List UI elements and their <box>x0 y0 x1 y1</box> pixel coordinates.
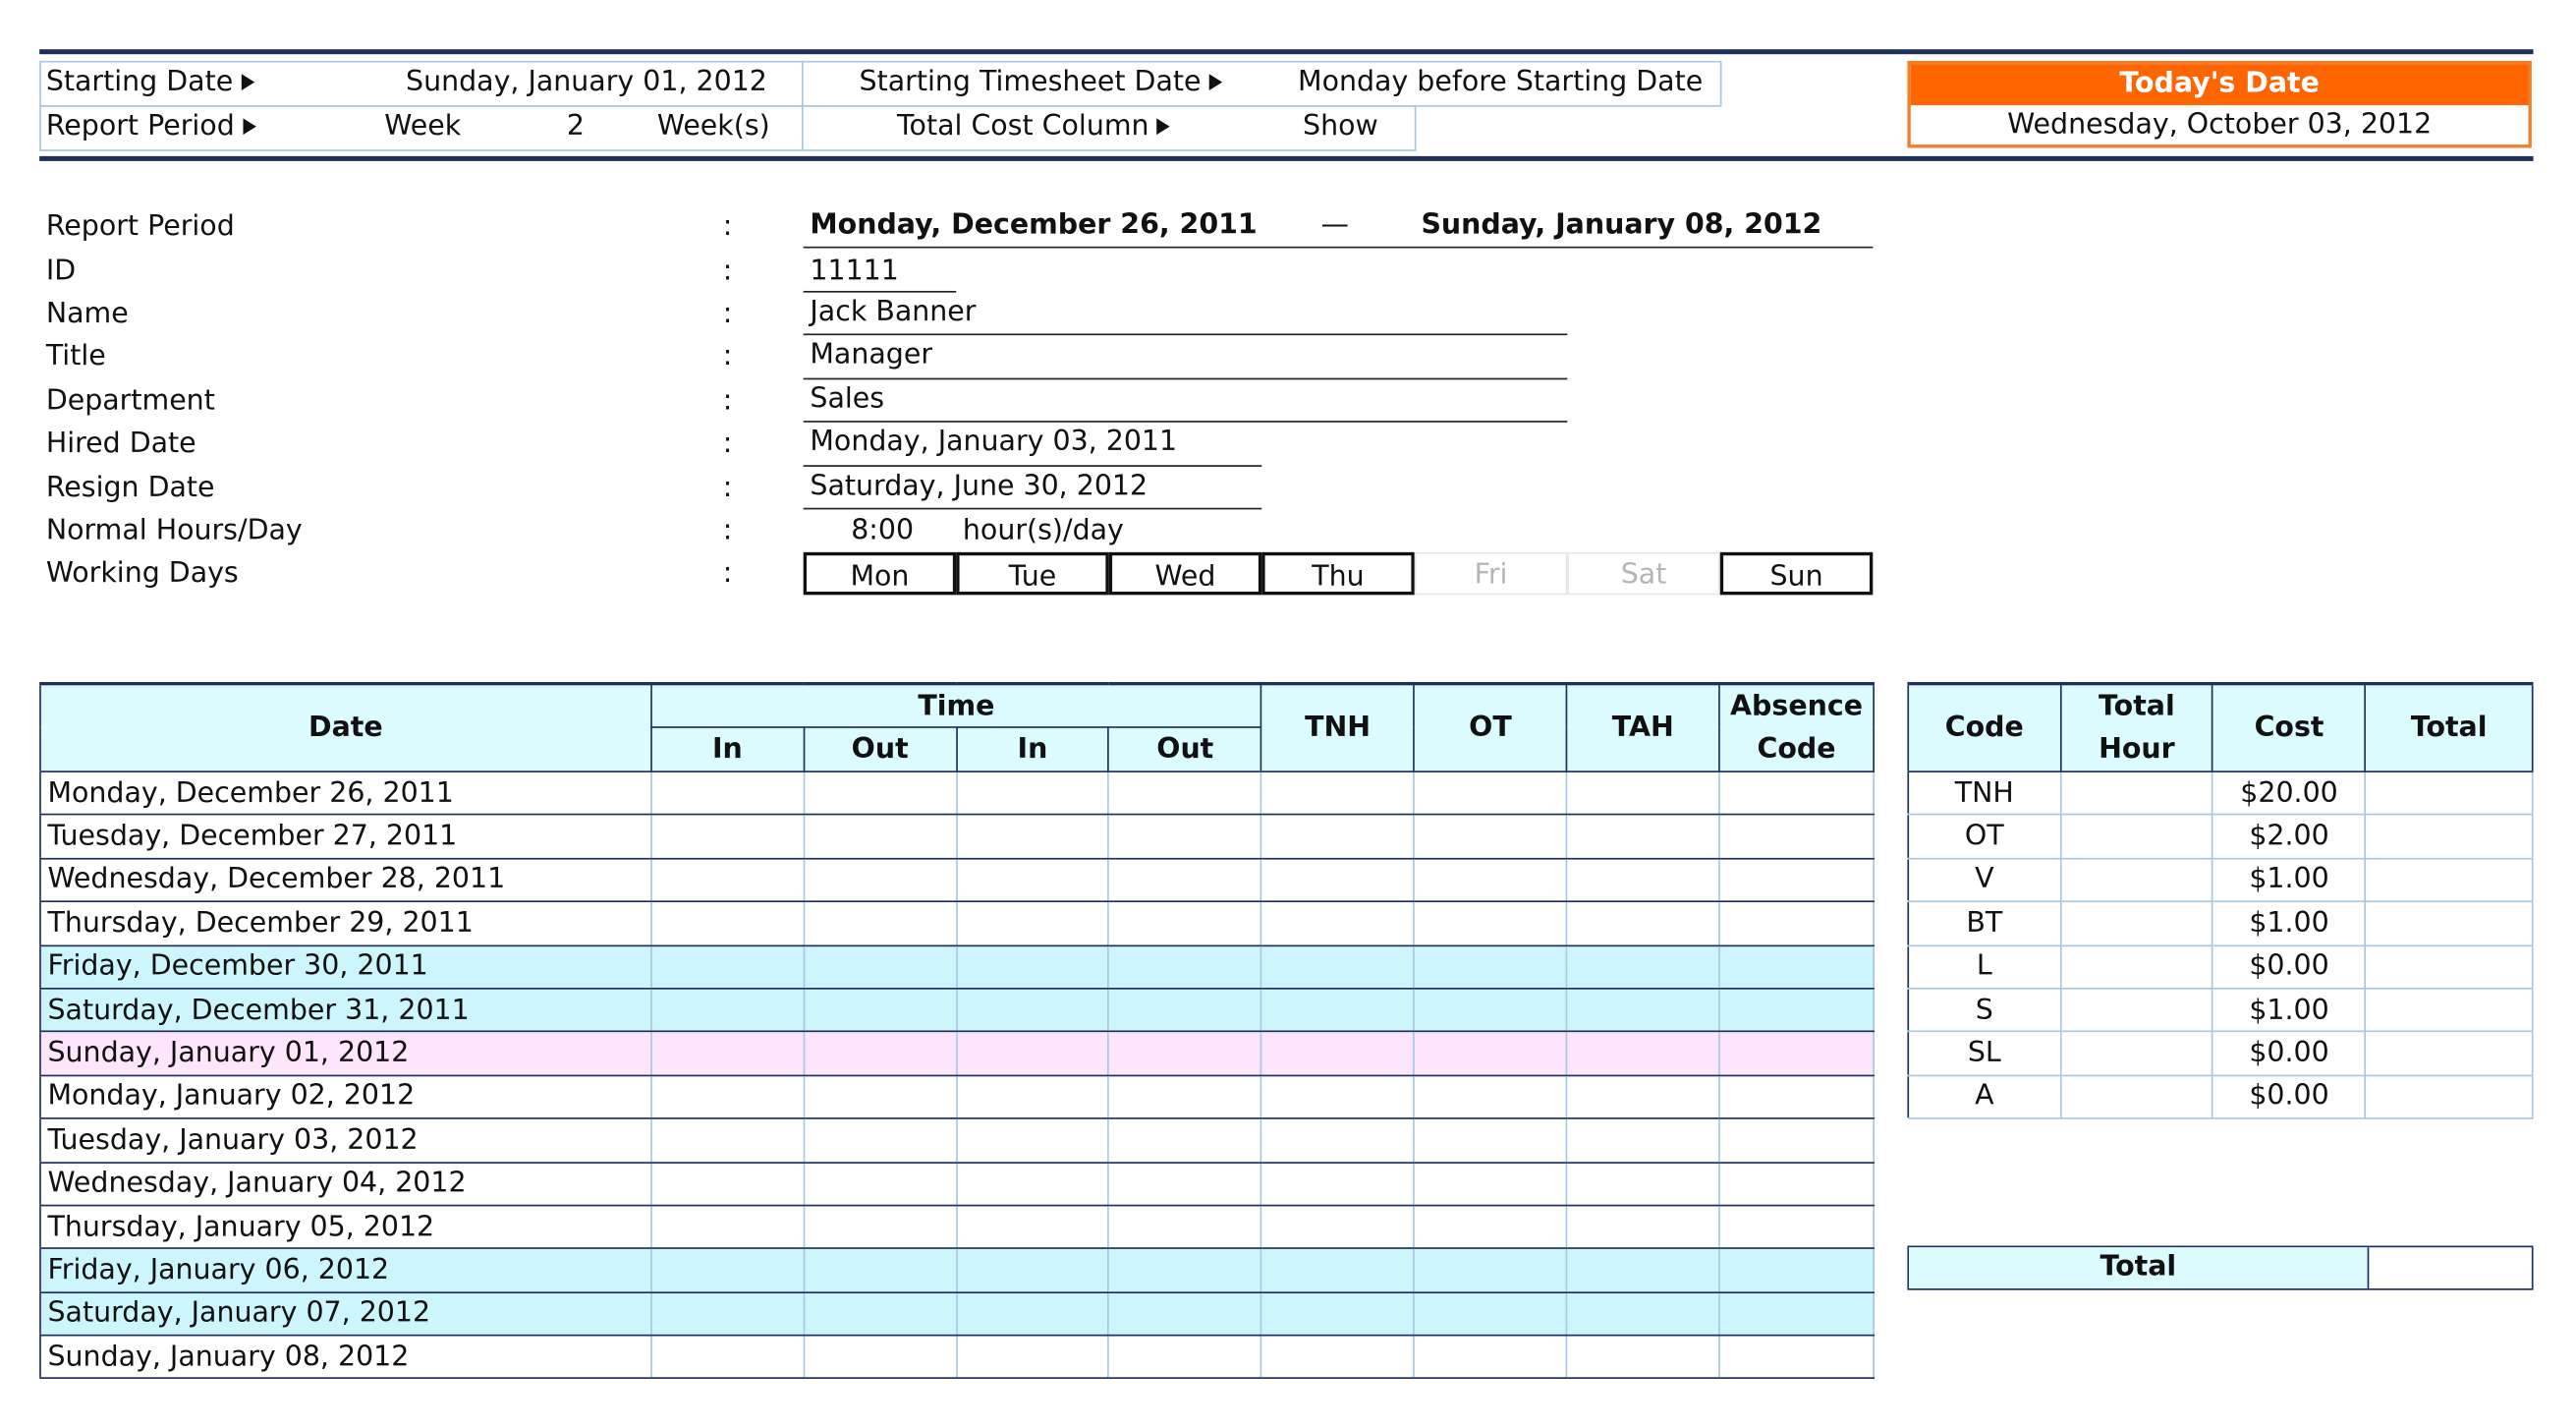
total-value[interactable] <box>2366 901 2533 944</box>
report-period-suffix: Week(s) <box>656 110 770 143</box>
cost-value[interactable]: $20.00 <box>2212 771 2365 815</box>
cell-out1[interactable] <box>804 1162 956 1205</box>
total-hour-header <box>2060 684 2212 771</box>
total-value[interactable] <box>2366 858 2533 901</box>
id-underline <box>804 291 957 293</box>
info-hired-label: Hired Date <box>45 427 196 461</box>
cell-absence-code[interactable] <box>1719 1292 1874 1336</box>
settings-divider <box>802 61 804 149</box>
cell-ot[interactable] <box>1414 1162 1566 1205</box>
col-date-header: Date <box>40 684 651 771</box>
name-value[interactable]: Jack Banner <box>810 295 977 329</box>
starting-timesheet-label: Starting Timesheet Date <box>860 66 1223 98</box>
cell-tah[interactable] <box>1567 1075 1719 1118</box>
starting-date-value[interactable]: Sunday, January 01, 2012 <box>406 65 767 99</box>
resign-underline <box>804 508 1262 510</box>
cell-tnh[interactable] <box>1261 945 1414 989</box>
cost-value[interactable]: $0.00 <box>2212 1075 2365 1118</box>
working-day-2[interactable]: Wed <box>1109 552 1262 595</box>
row-date: Tuesday, January 03, 2012 <box>40 1118 651 1162</box>
total-header: Total <box>2366 684 2533 771</box>
cell-out1[interactable] <box>804 1336 956 1379</box>
table-row <box>40 1292 1874 1336</box>
total-hour-value[interactable] <box>2060 1032 2212 1075</box>
todays-date-box <box>1907 61 2531 148</box>
cell-tah[interactable] <box>1567 1249 1719 1292</box>
cell-ot[interactable] <box>1414 858 1566 901</box>
cell-ot[interactable] <box>1414 945 1566 989</box>
todays-date-value: Wednesday, October 03, 2012 <box>2007 108 2433 142</box>
col-out2-header: Out <box>1109 727 1261 771</box>
cell-out1[interactable] <box>804 901 956 944</box>
cell-ot[interactable] <box>1414 1118 1566 1162</box>
code-header: Code <box>1908 684 2060 771</box>
cell-tah[interactable] <box>1567 771 1719 815</box>
starting-timesheet-value[interactable]: Monday before Starting Date <box>1298 65 1704 99</box>
timesheet-table <box>39 682 1875 1380</box>
total-value[interactable] <box>2366 815 2533 858</box>
period-underline <box>804 247 1874 249</box>
info-report-period-label: Report Period <box>45 210 235 244</box>
col-tnh-header: TNH <box>1261 684 1414 771</box>
cell-absence-code[interactable] <box>1719 815 1874 858</box>
col-in1-header: In <box>651 727 804 771</box>
total-cost-column-value[interactable]: Show <box>1303 110 1378 143</box>
total-hour-value[interactable] <box>2060 989 2212 1032</box>
cell-in1[interactable] <box>651 1075 804 1118</box>
report-period-setting-label: Report Period <box>46 110 256 143</box>
cell-tah[interactable] <box>1567 1336 1719 1379</box>
cell-out2[interactable] <box>1109 1292 1261 1336</box>
cell-tah[interactable] <box>1567 1162 1719 1205</box>
cost-header: Cost <box>2212 684 2365 771</box>
cell-tah[interactable] <box>1567 989 1719 1032</box>
cell-out1[interactable] <box>804 1118 956 1162</box>
cell-absence-code[interactable] <box>1719 989 1874 1032</box>
total-value[interactable] <box>2366 989 2533 1032</box>
total-hour-value[interactable] <box>2060 945 2212 989</box>
cell-absence-code[interactable] <box>1719 771 1874 815</box>
grand-total-value[interactable] <box>2369 1247 2532 1288</box>
working-day-1[interactable]: Tue <box>956 552 1109 595</box>
cell-out2[interactable] <box>1109 901 1261 944</box>
play-arrow-icon <box>1157 118 1170 135</box>
row-date: Sunday, January 08, 2012 <box>40 1336 651 1379</box>
col-absence-code-header <box>1719 684 1874 771</box>
cell-in2[interactable] <box>956 989 1108 1032</box>
code-row <box>1908 858 2532 901</box>
cell-out1[interactable] <box>804 815 956 858</box>
cell-absence-code[interactable] <box>1719 945 1874 989</box>
working-day-0[interactable]: Mon <box>804 552 957 595</box>
cost-value[interactable]: $0.00 <box>2212 1032 2365 1075</box>
cell-tah[interactable] <box>1567 815 1719 858</box>
cell-in2[interactable] <box>956 901 1108 944</box>
row-date: Wednesday, December 28, 2011 <box>40 858 651 901</box>
cell-in2[interactable] <box>956 1118 1108 1162</box>
total-hour-value[interactable] <box>2060 1075 2212 1118</box>
cell-in1[interactable] <box>651 1292 804 1336</box>
table-row <box>40 815 1874 858</box>
cell-in2[interactable] <box>956 858 1108 901</box>
code-value: TNH <box>1908 771 2060 815</box>
cell-out1[interactable] <box>804 1249 956 1292</box>
cell-tnh[interactable] <box>1261 1336 1414 1379</box>
code-row <box>1908 1032 2532 1075</box>
report-period-unit[interactable]: Week <box>384 110 462 143</box>
info-resign-label: Resign Date <box>45 471 215 505</box>
cell-in1[interactable] <box>651 1118 804 1162</box>
colon: : <box>722 297 733 331</box>
cell-tah[interactable] <box>1567 945 1719 989</box>
cell-in2[interactable] <box>956 945 1108 989</box>
play-arrow-icon <box>242 74 254 90</box>
cell-tnh[interactable] <box>1261 1162 1414 1205</box>
cell-in1[interactable] <box>651 858 804 901</box>
code-row <box>1908 901 2532 944</box>
working-day-4[interactable]: Fri <box>1415 552 1568 595</box>
cell-in2[interactable] <box>956 1032 1108 1075</box>
colon: : <box>722 427 733 461</box>
cell-out1[interactable] <box>804 1205 956 1248</box>
period-dash: — <box>1320 208 1349 242</box>
info-hours-label: Normal Hours/Day <box>45 514 303 547</box>
cell-absence-code[interactable] <box>1719 1118 1874 1162</box>
working-day-3[interactable]: Thu <box>1261 552 1415 595</box>
play-arrow-icon <box>243 118 255 135</box>
cell-out2[interactable] <box>1109 1336 1261 1379</box>
colon: : <box>722 556 733 591</box>
code-value: A <box>1908 1075 2060 1118</box>
report-period-count[interactable]: 2 <box>566 110 586 143</box>
cell-absence-code[interactable] <box>1719 1336 1874 1379</box>
code-value: OT <box>1908 815 2060 858</box>
id-value[interactable]: 11111 <box>810 255 899 288</box>
cell-tnh[interactable] <box>1261 771 1414 815</box>
row-date: Monday, December 26, 2011 <box>40 771 651 815</box>
cell-tnh[interactable] <box>1261 901 1414 944</box>
colon: : <box>722 210 733 244</box>
cell-out2[interactable] <box>1109 858 1261 901</box>
code-value: SL <box>1908 1032 2060 1075</box>
title-underline <box>804 378 1568 380</box>
period-start-value: Monday, December 26, 2011 <box>810 208 1258 242</box>
total-hour-value[interactable] <box>2060 858 2212 901</box>
col-out1-header: Out <box>804 727 956 771</box>
table-row <box>40 901 1874 944</box>
row-date: Thursday, January 05, 2012 <box>40 1205 651 1248</box>
total-hour-line1: Total <box>2099 690 2175 723</box>
cell-in2[interactable] <box>956 815 1108 858</box>
code-row <box>1908 815 2532 858</box>
cost-value[interactable]: $1.00 <box>2212 989 2365 1032</box>
cell-ot[interactable] <box>1414 1205 1566 1248</box>
cell-out2[interactable] <box>1109 1162 1261 1205</box>
colon: : <box>722 471 733 505</box>
hired-underline <box>804 465 1262 467</box>
cell-ot[interactable] <box>1414 815 1566 858</box>
cell-in1[interactable] <box>651 1336 804 1379</box>
cell-out1[interactable] <box>804 989 956 1032</box>
table-row <box>40 1118 1874 1162</box>
hours-value[interactable]: 8:00 <box>851 514 915 547</box>
department-value[interactable]: Sales <box>810 382 885 417</box>
cell-out2[interactable] <box>1109 1249 1261 1292</box>
col-tah-header: TAH <box>1567 684 1719 771</box>
cell-tnh[interactable] <box>1261 989 1414 1032</box>
row-date: Saturday, January 07, 2012 <box>40 1292 651 1336</box>
colon: : <box>722 340 733 373</box>
colon: : <box>722 514 733 547</box>
total-hour-value[interactable] <box>2060 771 2212 815</box>
row-date: Monday, January 02, 2012 <box>40 1075 651 1118</box>
cell-ot[interactable] <box>1414 1032 1566 1075</box>
table-row <box>40 1205 1874 1248</box>
table-row <box>40 989 1874 1032</box>
timesheet-body <box>40 771 1874 1379</box>
code-value: S <box>1908 989 2060 1032</box>
code-value: BT <box>1908 901 2060 944</box>
row-date: Thursday, December 29, 2011 <box>40 901 651 944</box>
cost-value[interactable]: $0.00 <box>2212 945 2365 989</box>
cost-value[interactable]: $1.00 <box>2212 858 2365 901</box>
row-date: Friday, January 06, 2012 <box>40 1249 651 1292</box>
total-cost-column-label: Total Cost Column <box>897 110 1170 143</box>
cell-ot[interactable] <box>1414 989 1566 1032</box>
name-underline <box>804 333 1568 335</box>
table-row <box>40 1336 1874 1379</box>
code-row <box>1908 1075 2532 1118</box>
cell-in2[interactable] <box>956 1205 1108 1248</box>
cell-ot[interactable] <box>1414 1075 1566 1118</box>
cell-out2[interactable] <box>1109 815 1261 858</box>
table-row <box>40 1075 1874 1118</box>
row-date: Tuesday, December 27, 2011 <box>40 815 651 858</box>
cell-absence-code[interactable] <box>1719 1075 1874 1118</box>
top-border-line <box>39 49 2533 54</box>
cell-in2[interactable] <box>956 771 1108 815</box>
cell-absence-code[interactable] <box>1719 1162 1874 1205</box>
cell-out1[interactable] <box>804 771 956 815</box>
cell-ot[interactable] <box>1414 771 1566 815</box>
todays-date-header: Today's Date <box>1911 64 2529 105</box>
hours-unit: hour(s)/day <box>962 514 1124 547</box>
working-day-6[interactable]: Sun <box>1720 552 1874 595</box>
grand-total-row <box>1907 1246 2533 1290</box>
row-date: Sunday, January 01, 2012 <box>40 1032 651 1075</box>
total-value[interactable] <box>2366 1075 2533 1118</box>
cell-tnh[interactable] <box>1261 1249 1414 1292</box>
top-bottom-border-line <box>39 156 2533 161</box>
cell-in2[interactable] <box>956 1162 1108 1205</box>
cell-in1[interactable] <box>651 945 804 989</box>
cell-ot[interactable] <box>1414 901 1566 944</box>
col-in2-header: In <box>956 727 1108 771</box>
cell-in1[interactable] <box>651 1205 804 1248</box>
cell-ot[interactable] <box>1414 1292 1566 1336</box>
cell-in2[interactable] <box>956 1336 1108 1379</box>
cell-tah[interactable] <box>1567 1118 1719 1162</box>
code-row <box>1908 771 2532 815</box>
total-value[interactable] <box>2366 1032 2533 1075</box>
code-row <box>1908 989 2532 1032</box>
row-date: Wednesday, January 04, 2012 <box>40 1162 651 1205</box>
col-time-header: Time <box>651 684 1261 728</box>
cell-absence-code[interactable] <box>1719 1205 1874 1248</box>
cell-in1[interactable] <box>651 1249 804 1292</box>
cell-out2[interactable] <box>1109 1205 1261 1248</box>
cell-ot[interactable] <box>1414 1336 1566 1379</box>
cell-tnh[interactable] <box>1261 858 1414 901</box>
cell-in2[interactable] <box>956 1292 1108 1336</box>
code-cost-table <box>1907 682 2533 1119</box>
title-value[interactable]: Manager <box>810 338 933 371</box>
cell-tnh[interactable] <box>1261 1032 1414 1075</box>
hired-value[interactable]: Monday, January 03, 2011 <box>810 426 1178 459</box>
total-value[interactable] <box>2366 771 2533 815</box>
cell-tnh[interactable] <box>1261 815 1414 858</box>
code-value: V <box>1908 858 2060 901</box>
cell-absence-code[interactable] <box>1719 1032 1874 1075</box>
colon: : <box>722 384 733 418</box>
cell-in2[interactable] <box>956 1075 1108 1118</box>
cell-absence-code[interactable] <box>1719 1249 1874 1292</box>
cell-ot[interactable] <box>1414 1249 1566 1292</box>
total-hour-line2: Hour <box>2099 732 2175 767</box>
cell-in1[interactable] <box>651 989 804 1032</box>
cell-tah[interactable] <box>1567 901 1719 944</box>
cell-in1[interactable] <box>651 1162 804 1205</box>
info-name-label: Name <box>45 297 129 331</box>
cell-in1[interactable] <box>651 1032 804 1075</box>
table-row <box>40 858 1874 901</box>
cell-in1[interactable] <box>651 815 804 858</box>
cell-out2[interactable] <box>1109 989 1261 1032</box>
info-working-days-label: Working Days <box>45 556 239 591</box>
cell-out1[interactable] <box>804 1075 956 1118</box>
cell-out2[interactable] <box>1109 771 1261 815</box>
row-date: Saturday, December 31, 2011 <box>40 989 651 1032</box>
colon: : <box>722 255 733 288</box>
cost-value[interactable]: $2.00 <box>2212 815 2365 858</box>
cell-tnh[interactable] <box>1261 1118 1414 1162</box>
table-row <box>40 945 1874 989</box>
cell-out1[interactable] <box>804 858 956 901</box>
cell-in1[interactable] <box>651 771 804 815</box>
resign-value[interactable]: Saturday, June 30, 2012 <box>810 470 1148 503</box>
cell-in2[interactable] <box>956 1249 1108 1292</box>
cell-out2[interactable] <box>1109 945 1261 989</box>
cell-tah[interactable] <box>1567 1205 1719 1248</box>
total-hour-value[interactable] <box>2060 815 2212 858</box>
starting-date-label: Starting Date <box>46 66 254 98</box>
total-value[interactable] <box>2366 945 2533 989</box>
period-end-value: Sunday, January 08, 2012 <box>1421 208 1822 242</box>
col-ot-header: OT <box>1414 684 1566 771</box>
cell-out2[interactable] <box>1109 1075 1261 1118</box>
cell-absence-code[interactable] <box>1719 901 1874 944</box>
cell-absence-code[interactable] <box>1719 858 1874 901</box>
code-row <box>1908 945 2532 989</box>
row-date: Friday, December 30, 2011 <box>40 945 651 989</box>
cell-tnh[interactable] <box>1261 1292 1414 1336</box>
info-title-label: Title <box>45 340 106 373</box>
cell-tnh[interactable] <box>1261 1075 1414 1118</box>
cell-tnh[interactable] <box>1261 1205 1414 1248</box>
cell-tah[interactable] <box>1567 1032 1719 1075</box>
cell-out1[interactable] <box>804 945 956 989</box>
code-value: L <box>1908 945 2060 989</box>
table-row <box>40 1032 1874 1075</box>
cell-in1[interactable] <box>651 901 804 944</box>
absence-header-line2: Code <box>1757 732 1836 767</box>
table-row <box>40 1249 1874 1292</box>
play-arrow-icon <box>1209 74 1222 90</box>
table-row <box>40 1162 1874 1205</box>
total-hour-value[interactable] <box>2060 901 2212 944</box>
table-row <box>40 771 1874 815</box>
info-id-label: ID <box>45 255 77 288</box>
cell-out2[interactable] <box>1109 1118 1261 1162</box>
info-department-label: Department <box>45 384 215 418</box>
cell-out1[interactable] <box>804 1032 956 1075</box>
cell-tah[interactable] <box>1567 1292 1719 1336</box>
code-cost-body <box>1908 771 2532 1118</box>
absence-header-line1: Absence <box>1730 690 1863 723</box>
department-underline <box>804 421 1568 423</box>
cell-tah[interactable] <box>1567 858 1719 901</box>
working-day-5[interactable]: Sat <box>1567 552 1720 595</box>
grand-total-label: Total <box>1909 1247 2369 1288</box>
cost-value[interactable]: $1.00 <box>2212 901 2365 944</box>
cell-out2[interactable] <box>1109 1032 1261 1075</box>
cell-out1[interactable] <box>804 1292 956 1336</box>
